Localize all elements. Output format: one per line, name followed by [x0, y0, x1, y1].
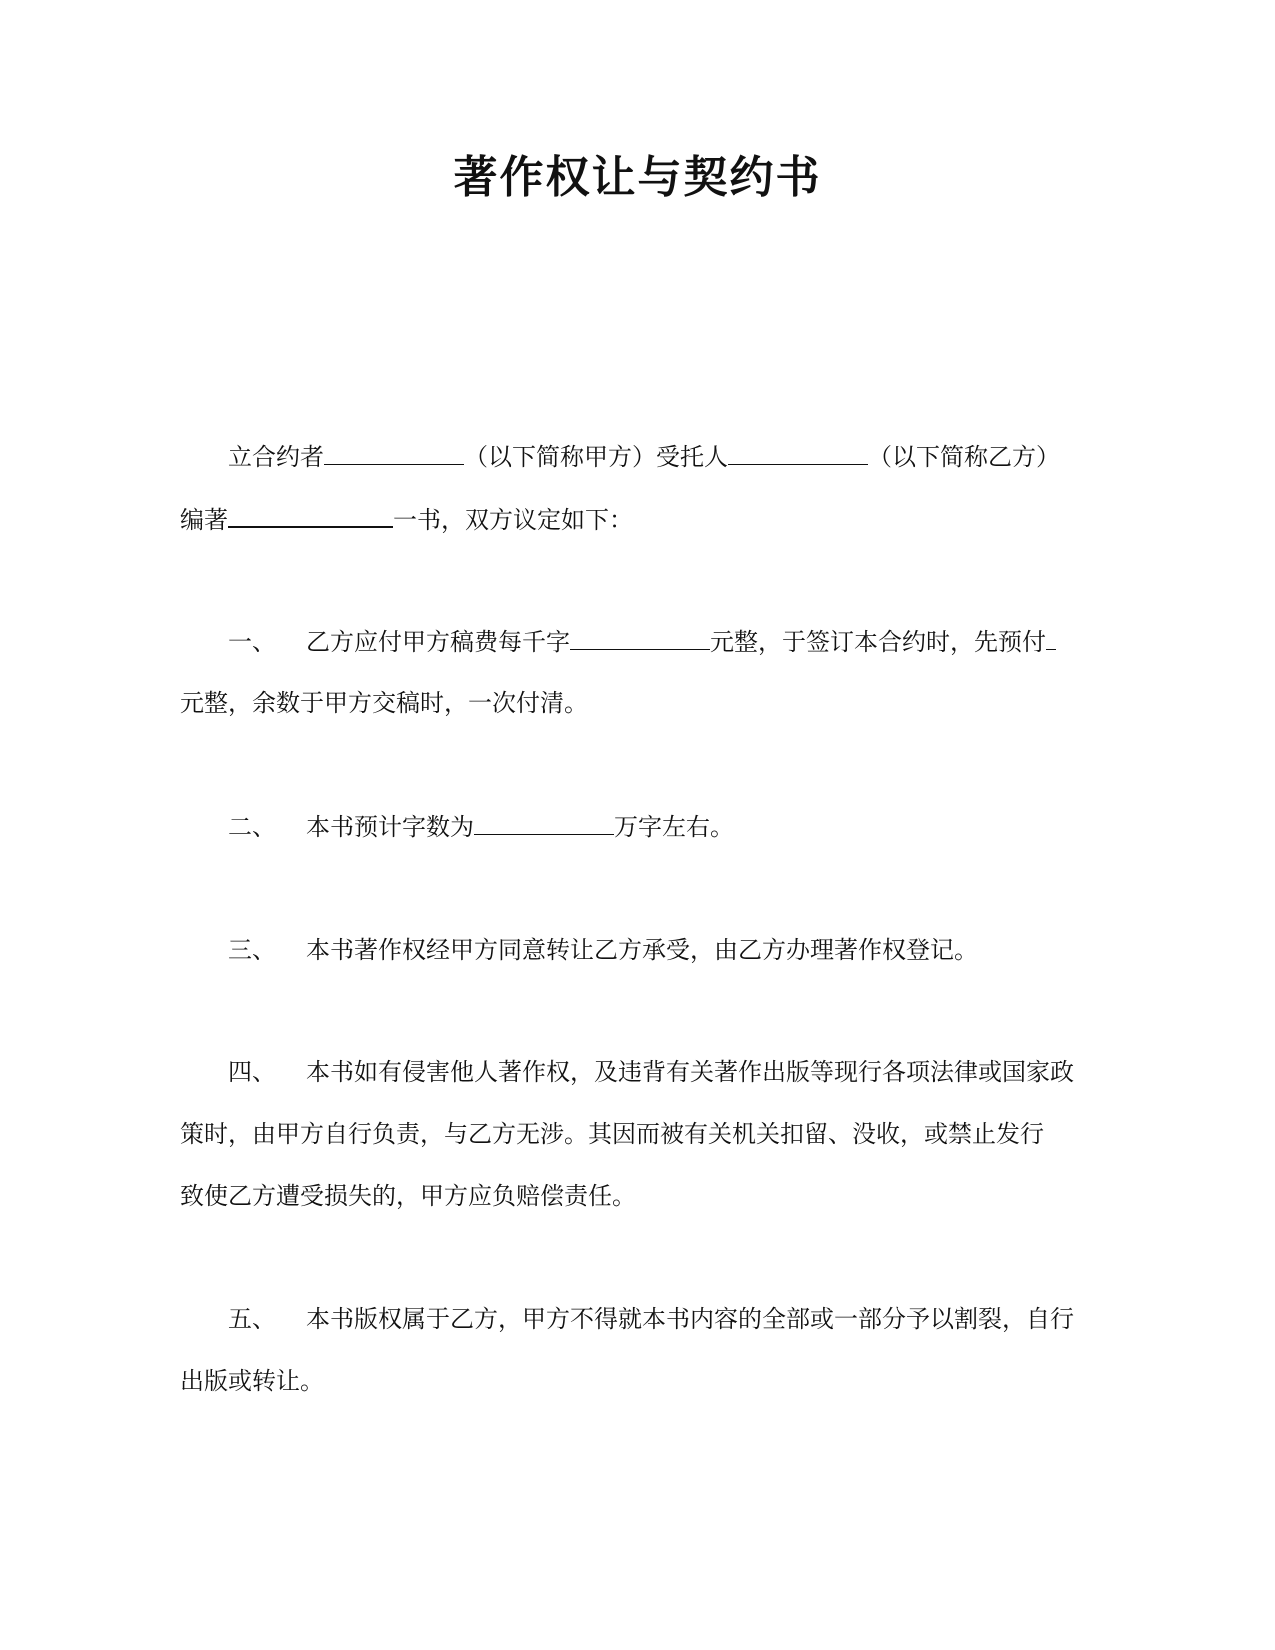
clause-text: 乙方应付甲方稿费每千字: [306, 628, 570, 656]
clause-text: 本书如有侵害他人著作权，及违背有关著作出版等现行各项法律或国家政: [306, 1058, 1074, 1086]
clause-text: 本书著作权经甲方同意转让乙方承受，由乙方办理著作权登记。: [306, 936, 978, 964]
intro-text: 编著: [180, 506, 228, 534]
clause-number: 一、: [228, 628, 276, 656]
intro-text: 立合约者: [228, 443, 324, 471]
book-title-field[interactable]: [228, 502, 393, 528]
intro-text: （以下简称乙方）: [868, 443, 1060, 471]
intro-text: 一书，双方议定如下：: [393, 506, 633, 534]
clause-text: 本书版权属于乙方，甲方不得就本书内容的全部或一部分予以割裂，自行: [306, 1305, 1074, 1333]
clause-number: 五、: [228, 1305, 276, 1333]
clause-text: 元整，于签订本合约时，先预付: [710, 628, 1046, 656]
clause-number: 四、: [228, 1058, 276, 1086]
clause-1-line-2: 元整，余数于甲方交稿时，一次付清。: [180, 689, 588, 717]
advance-payment-field[interactable]: [1046, 625, 1056, 650]
clause-4-line-1: [228, 1055, 1074, 1089]
clause-5-line-1: [228, 1302, 1074, 1336]
clause-4-line-3: 致使乙方遭受损失的，甲方应负赔偿责任。: [180, 1182, 636, 1210]
clause-number: 二、: [228, 813, 276, 841]
intro-text: （以下简称甲方）受托人: [464, 443, 728, 471]
intro-line-1: [228, 440, 1060, 474]
party-a-name-field[interactable]: [324, 440, 464, 465]
clause-2-line-1: [228, 810, 734, 844]
clause-text: 万字左右。: [614, 813, 734, 841]
clause-3-line-1: [228, 933, 978, 967]
clause-4-line-2: 策时，由甲方自行负责，与乙方无涉。其因而被有关机关扣留、没收，或禁止发行: [180, 1120, 1044, 1148]
word-count-field[interactable]: [474, 810, 614, 835]
clause-5-line-2: 出版或转让。: [180, 1367, 324, 1395]
document-title: 著作权让与契约书: [453, 152, 822, 203]
party-b-name-field[interactable]: [728, 440, 868, 465]
clause-number: 三、: [228, 936, 276, 964]
intro-line-2: [180, 502, 633, 537]
clause-text: 本书预计字数为: [306, 813, 474, 841]
fee-per-thousand-field[interactable]: [570, 625, 710, 650]
clause-1-line-1: [228, 625, 1056, 659]
